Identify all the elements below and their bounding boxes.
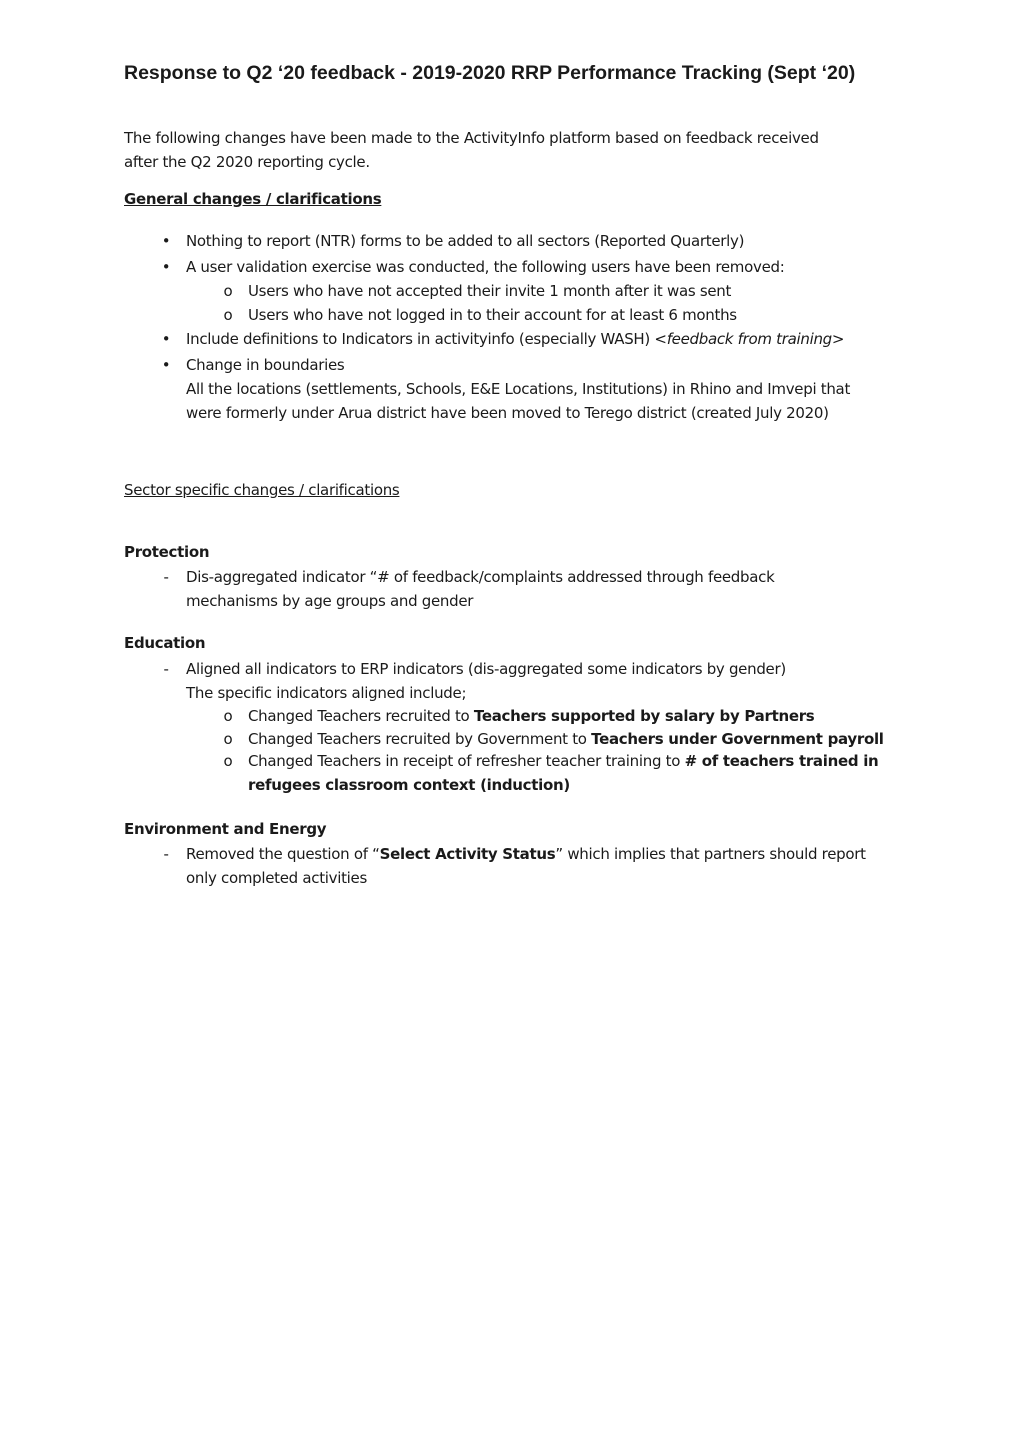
intro-line-2: after the Q2 2020 reporting cycle.: [124, 153, 370, 171]
environment-line-1-pre: Removed the question of “: [186, 845, 380, 863]
intro-paragraph: [124, 126, 884, 174]
bullet-item-validation: [161, 255, 906, 279]
bullet-item-ntr: [161, 229, 906, 253]
education-heading: Education: [124, 634, 206, 652]
bullet-text: Change in boundaries: [186, 356, 345, 374]
intro-line-1: The following changes have been made to the ActivityInfo platform based on feedback received: [124, 129, 819, 147]
sub-item-removed-2: [223, 303, 908, 327]
sub-marker: o: [223, 752, 233, 770]
sub-item-removed-1: [223, 279, 908, 303]
bullet-text: Include definitions to Indicators in activityinfo (especially WASH): [186, 330, 655, 348]
sub-marker: o: [223, 707, 233, 725]
bullet-marker: •: [161, 356, 171, 374]
environment-line-2: only completed activities: [186, 869, 367, 887]
document-title: Response to Q2 ‘20 feedback - 2019-2020 RRP Performance Tracking (Sept ‘20): [124, 62, 856, 84]
environment-line-1-bold: Select Activity Status: [379, 845, 556, 863]
education-item: [163, 657, 906, 705]
change-bold-text-line-2: refugees classroom context (induction): [248, 776, 570, 794]
sub-marker: o: [223, 730, 233, 748]
sector-changes-heading: Sector specific changes / clarifications: [124, 481, 400, 499]
change-bold-text: Teachers under Government payroll: [591, 730, 884, 748]
change-bold-text: # of teachers trained in: [684, 752, 879, 770]
sub-text: Users who have not logged in to their account for at least 6 months: [248, 306, 737, 324]
protection-item: [163, 565, 906, 613]
protection-line-1: Dis-aggregated indicator “# of feedback/complaints addressed through feedback: [186, 568, 775, 586]
bullet-item-boundaries: [161, 353, 906, 425]
bullet-text: A user validation exercise was conducted, the following users have been removed:: [186, 258, 785, 276]
change-text: Changed Teachers in receipt of refresher teacher training to: [248, 752, 685, 770]
boundaries-detail-line-2: were formerly under Arua district have been moved to Terego district (created July 2020): [186, 404, 829, 422]
boundaries-detail-line-1: All the locations (settlements, Schools, E&E Locations, Institutions) in Rhino and Imvepi that: [186, 380, 851, 398]
environment-item: [163, 842, 906, 890]
sub-marker: o: [223, 306, 233, 324]
bullet-marker: •: [161, 258, 171, 276]
change-bold-text: Teachers supported by salary by Partners: [473, 707, 815, 725]
education-change-3: [223, 749, 908, 797]
education-line-2: The specific indicators aligned include;: [186, 684, 467, 702]
bullet-item-definitions: [161, 327, 906, 351]
feedback-note: <feedback from training>: [654, 330, 845, 348]
education-change-1: [223, 704, 908, 728]
dash-marker: -: [163, 568, 169, 586]
dash-marker: -: [163, 660, 169, 678]
bullet-marker: •: [161, 330, 171, 348]
environment-line-1-post: ” which implies that partners should report: [555, 845, 866, 863]
sub-marker: o: [223, 282, 233, 300]
bullet-text: Nothing to report (NTR) forms to be added to all sectors (Reported Quarterly): [186, 232, 745, 250]
change-text: Changed Teachers recruited to: [248, 707, 474, 725]
environment-heading: Environment and Energy: [124, 820, 327, 838]
protection-line-2: mechanisms by age groups and gender: [186, 592, 474, 610]
dash-marker: -: [163, 845, 169, 863]
change-text: Changed Teachers recruited by Government to: [248, 730, 592, 748]
education-change-2: [223, 727, 908, 751]
education-line-1: Aligned all indicators to ERP indicators (dis-aggregated some indicators by gender): [186, 660, 786, 678]
general-changes-heading: General changes / clarifications: [124, 190, 382, 208]
bullet-marker: •: [161, 232, 171, 250]
sub-text: Users who have not accepted their invite 1 month after it was sent: [248, 282, 732, 300]
protection-heading: Protection: [124, 543, 210, 561]
